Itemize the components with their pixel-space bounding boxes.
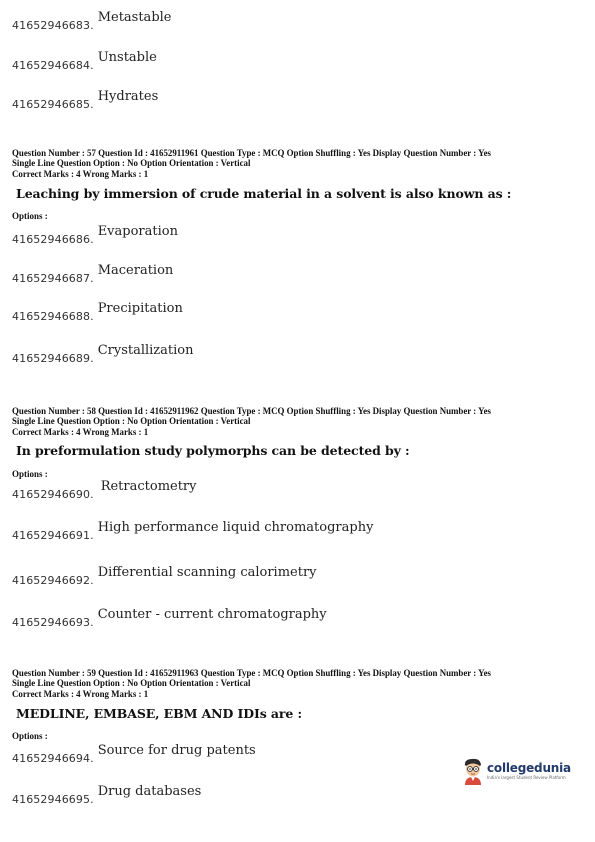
option-text: Counter - current chromatography bbox=[97, 607, 327, 622]
question-meta-line: Question Number : 57 Question Id : 41652911961 Question Type : MCQ Option Shuffling : Yes Display Question Number : Yes bbox=[12, 148, 491, 158]
option-id: 41652946695. bbox=[12, 793, 94, 806]
option-id: 41652946688. bbox=[12, 310, 94, 323]
option-row[interactable] bbox=[12, 784, 201, 806]
option-text: High performance liquid chromatography bbox=[97, 520, 374, 535]
option-row[interactable] bbox=[12, 89, 158, 111]
option-text: Precipitation bbox=[97, 301, 183, 316]
brand-name: collegedunia bbox=[487, 761, 571, 775]
option-id: 41652946691. bbox=[12, 529, 94, 542]
options-label: Options : bbox=[12, 731, 48, 741]
option-row[interactable] bbox=[12, 224, 178, 246]
question-meta bbox=[12, 668, 587, 699]
option-id: 41652946689. bbox=[12, 352, 94, 365]
question-marks: Correct Marks : 4 Wrong Marks : 1 bbox=[12, 168, 149, 179]
option-id: 41652946684. bbox=[12, 59, 94, 72]
option-id: 41652946692. bbox=[12, 574, 94, 587]
option-row[interactable] bbox=[12, 743, 256, 765]
question-meta-line: Question Number : 58 Question Id : 41652911962 Question Type : MCQ Option Shuffling : Yes Display Question Number : Yes bbox=[12, 406, 491, 416]
option-id: 41652946693. bbox=[12, 616, 94, 629]
option-id: 41652946683. bbox=[12, 19, 94, 32]
options-label: Options : bbox=[12, 211, 48, 221]
question-meta-line: Single Line Question Option : No Option Orientation : Vertical bbox=[12, 416, 251, 427]
option-row[interactable] bbox=[12, 10, 172, 32]
question-meta-line: Single Line Question Option : No Option Orientation : Vertical bbox=[12, 678, 251, 689]
question-meta bbox=[12, 148, 587, 179]
options-label: Options : bbox=[12, 469, 48, 479]
option-row[interactable] bbox=[12, 520, 373, 542]
option-text: Metastable bbox=[97, 10, 172, 25]
option-id: 41652946690. bbox=[12, 488, 94, 501]
option-text: Hydrates bbox=[97, 89, 159, 104]
option-row[interactable] bbox=[12, 301, 183, 323]
option-id: 41652946685. bbox=[12, 98, 94, 111]
question-text: MEDLINE, EMBASE, EBM AND IDIs are : bbox=[16, 706, 303, 721]
option-row[interactable] bbox=[12, 263, 173, 285]
option-id: 41652946687. bbox=[12, 272, 94, 285]
option-row[interactable] bbox=[12, 50, 157, 72]
option-text: Crystallization bbox=[97, 343, 194, 358]
collegedunia-logo bbox=[461, 757, 571, 785]
option-text: Source for drug patents bbox=[97, 743, 256, 758]
option-text: Maceration bbox=[97, 263, 174, 278]
option-id: 41652946694. bbox=[12, 752, 94, 765]
option-row[interactable] bbox=[12, 565, 317, 587]
question-text: Leaching by immersion of crude material in a solvent is also known as : bbox=[16, 186, 512, 201]
option-row[interactable] bbox=[12, 479, 197, 501]
brand-tagline: India's largest Student Review Platform bbox=[487, 775, 566, 780]
option-row[interactable] bbox=[12, 343, 194, 365]
option-text: Differential scanning calorimetry bbox=[97, 565, 317, 580]
question-marks: Correct Marks : 4 Wrong Marks : 1 bbox=[12, 426, 149, 437]
option-text: Retractometry bbox=[100, 479, 197, 494]
option-text: Unstable bbox=[97, 50, 157, 65]
question-meta-line: Question Number : 59 Question Id : 41652911963 Question Type : MCQ Option Shuffling : Yes Display Question Number : Yes bbox=[12, 668, 491, 678]
question-meta bbox=[12, 406, 587, 437]
option-row[interactable] bbox=[12, 607, 327, 629]
option-id: 41652946686. bbox=[12, 233, 94, 246]
question-meta-line: Single Line Question Option : No Option Orientation : Vertical bbox=[12, 158, 251, 169]
question-marks: Correct Marks : 4 Wrong Marks : 1 bbox=[12, 688, 149, 699]
option-text: Evaporation bbox=[97, 224, 178, 239]
option-text: Drug databases bbox=[97, 784, 202, 799]
student-mascot-icon bbox=[461, 757, 485, 785]
question-text: In preformulation study polymorphs can be detected by : bbox=[16, 443, 410, 458]
